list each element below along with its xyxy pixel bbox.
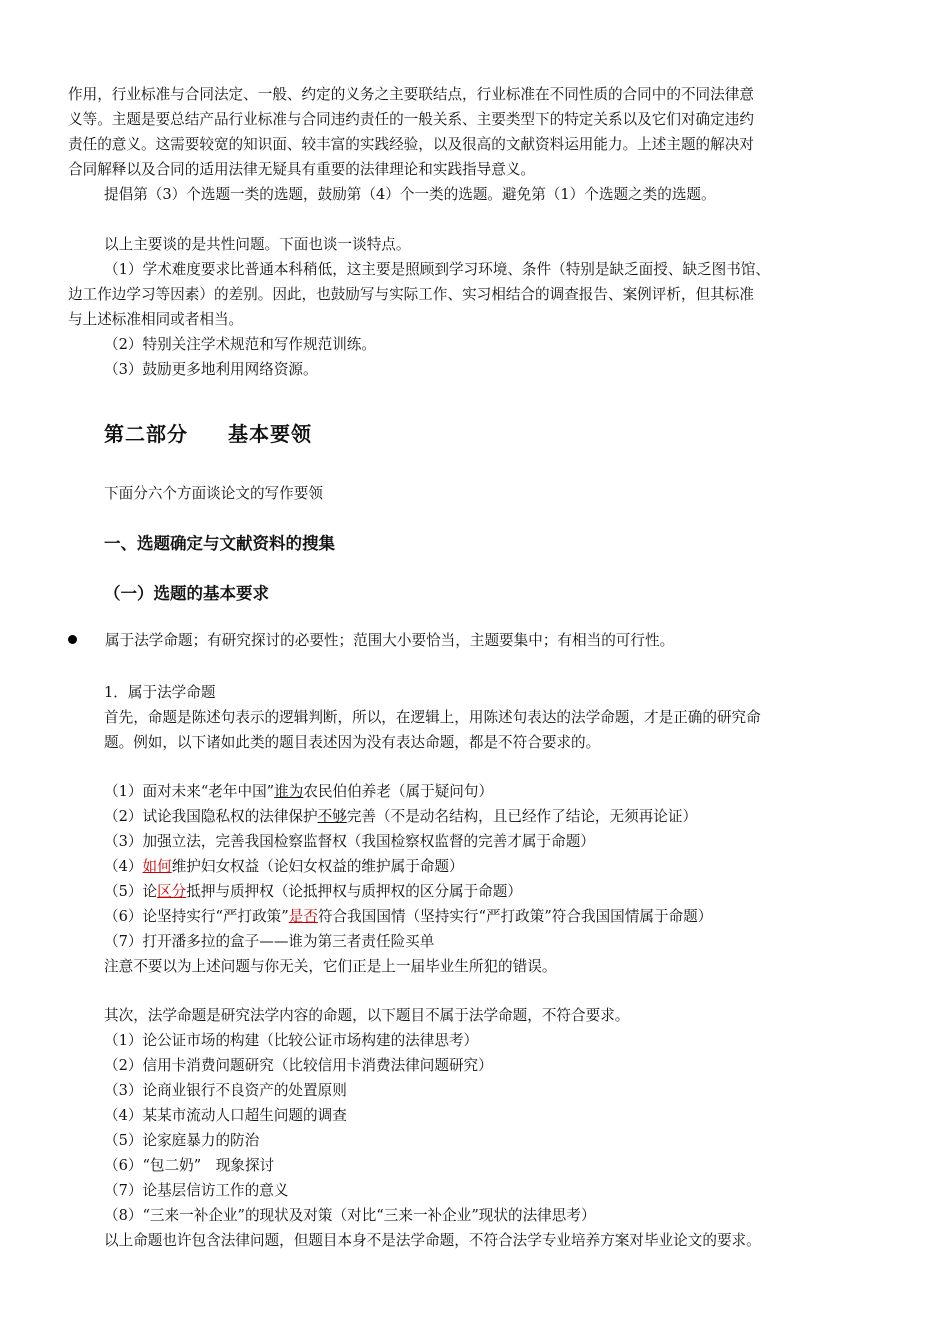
- text-line: 以上主要谈的是共性问题。下面也谈一谈特点。: [104, 236, 411, 253]
- note-line: 注意不要以为上述问题与你无关，它们正是上一届毕业生所犯的错误。: [104, 958, 557, 975]
- list-item: （1）论公证市场的构建（比较公证市场构建的法律思考）: [104, 1032, 479, 1049]
- text-line: 其次，法学命题是研究法学内容的命题，以下题目不属于法学命题，不符合要求。: [104, 1007, 630, 1024]
- list-item: （2）信用卡消费问题研究（比较信用卡消费法律问题研究）: [104, 1057, 493, 1074]
- highlighted-word: 如何: [142, 858, 172, 875]
- text-line: 题。例如，以下诸如此类的题目表述因为没有表达命题，都是不符合要求的。: [104, 734, 601, 751]
- law-prop-heading: [104, 680, 874, 705]
- list-item: （5）论区分抵押与质押权（论抵押权与质押权的区分属于命题）: [104, 883, 522, 900]
- bullet-text: 属于法学命题；有研究探讨的必要性；范围大小要恰当，主题要集中；有相当的可行性。: [105, 632, 675, 649]
- text-line: （3）鼓励更多地利用网络资源。: [104, 361, 318, 378]
- underlined-word: 谁为: [274, 783, 304, 800]
- text-line: （2）特别关注学术规范和写作规范训练。: [104, 336, 376, 353]
- text-line: 下面分六个方面谈论文的写作要领: [104, 485, 323, 502]
- features-intro: [104, 232, 874, 257]
- text-line: 合同解释以及合同的适用法律无疑具有重要的法律理论和实践指导意义。: [68, 161, 536, 178]
- list-item: （5）论家庭暴力的防治: [104, 1132, 260, 1149]
- law-prop-first: [104, 705, 874, 755]
- features-items-2-3: [104, 332, 874, 382]
- list-item: （6）论坚持实行“严打政策”是否符合我国国情（坚持实行“严打政策”符合我国国情属于命题）: [104, 908, 713, 925]
- section-heading: 一、选题确定与文献资料的搜集: [104, 534, 335, 553]
- bullet-dot-icon: [68, 635, 77, 644]
- text-line: 1．属于法学命题: [104, 684, 216, 701]
- text-line: 作用，行业标准与合同法定、一般、约定的义务之主要联结点，行业标准在不同性质的合同中的不同法律意: [68, 86, 754, 103]
- intro-paragraph: [68, 82, 876, 182]
- part-heading-number: 第二部分: [104, 422, 188, 446]
- list-item: （2）试论我国隐私权的法律保护不够完善（不是动名结构，且已经作了结论，无须再论证）: [104, 808, 698, 825]
- list-item: （4）如何维护妇女权益（论妇女权益的维护属于命题）: [104, 858, 464, 875]
- list-item: （7）论基层信访工作的意义: [104, 1182, 289, 1199]
- text-line: 责任的意义。这需要较宽的知识面、较丰富的实践经验，以及很高的文献资料运用能力。上述主题的解决对: [68, 136, 754, 153]
- bullet-item: [68, 628, 674, 653]
- recommendation-paragraph: [104, 182, 874, 207]
- conclusion-line: 以上命题也许包含法律问题，但题目本身不是法学命题，不符合法学专业培养方案对毕业论文的要求。: [104, 1232, 761, 1249]
- list-item: （7）打开潘多拉的盒子——谁为第三者责任险买单: [104, 933, 435, 950]
- list-item: （3）论商业银行不良资产的处置原则: [104, 1082, 347, 1099]
- list-item: （6）“包二奶” 现象探讨: [104, 1157, 275, 1174]
- list-item: （3）加强立法，完善我国检察监督权（我国检察权监督的完善才属于命题）: [104, 833, 595, 850]
- text-line: 义等。主题是要总结产品行业标准与合同违约责任的一般关系、主要类型下的特定关系以及它们对确定违约: [68, 111, 754, 128]
- example-list: [104, 779, 874, 979]
- list-item: （8）“三来一补企业”的现状及对策（对比“三来一补企业”现状的法律思考）: [104, 1207, 596, 1224]
- text-line: 与上述标准相同或者相当。: [68, 311, 244, 328]
- list-item: （1）面对未来“老年中国”谁为农民伯伯养老（属于疑问句）: [104, 783, 494, 800]
- text-line: （1）学术难度要求比普通本科稍低，这主要是照顾到学习环境、条件（特别是缺乏面授、缺乏图书馆、: [104, 261, 771, 278]
- highlighted-word: 区分: [157, 883, 187, 900]
- part-heading-title: 基本要领: [228, 422, 312, 446]
- highlighted-word: 是否: [288, 908, 318, 925]
- part-lead: [104, 481, 874, 506]
- second-list: [104, 1003, 874, 1253]
- text-line: 边工作边学习等因素）的差别。因此，也鼓励写与实际工作、实习相结合的调查报告、案例评析，但其标准: [68, 286, 754, 303]
- subsection-heading: （一）选题的基本要求: [104, 584, 269, 603]
- underlined-word: 不够: [317, 808, 347, 825]
- text-line: 提倡第（3）个选题一类的选题，鼓励第（4）个一类的选题。避免第（1）个选题之类的选题。: [104, 186, 716, 203]
- features-item-1: [68, 257, 876, 332]
- list-item: （4）某某市流动人口超生问题的调查: [104, 1107, 347, 1124]
- part-heading: [104, 418, 312, 447]
- text-line: 首先，命题是陈述句表示的逻辑判断，所以，在逻辑上，用陈述句表达的法学命题，才是正确的研究命: [104, 709, 761, 726]
